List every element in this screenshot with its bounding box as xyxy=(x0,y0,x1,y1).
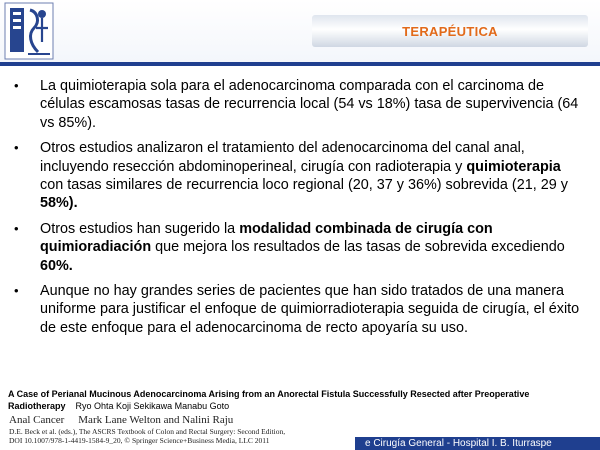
citation-title: A Case of Perianal Mucinous Adenocarcinoma Arising from an Anorectal Fistula Successfully Resected after Preoperative Radiotherapy xyxy=(8,389,530,411)
footer-institution: e Cirugía General - Hospital I. B. Iturraspe xyxy=(365,438,552,449)
bullet-item xyxy=(14,77,586,132)
header-divider xyxy=(0,62,600,66)
bullet-text-bold: 58%). xyxy=(40,195,78,212)
bullet-text: La quimioterapia sola para el adenocarcinoma comparada con el carcinoma de células escamosas tasas de recurrencia local (54 vs 18%) tasa de supervivencia (64 vs 85%). xyxy=(40,78,579,131)
bullet-text-bold: modalidad combinada de cirugía con quimioradiación xyxy=(40,220,493,256)
reference-source: D.E. Beck et al. (eds.), The ASCRS Textbook of Colon and Rectal Surgery: Second Edition, xyxy=(9,427,286,436)
reference-doi: DOI 10.1007/978-1-4419-1584-9_20, © Springer Science+Business Media, LLC 2011 xyxy=(9,436,270,445)
bullet-item xyxy=(14,139,586,213)
hospital-logo-icon xyxy=(4,2,54,60)
bullet-text-bold: 60%. xyxy=(40,257,73,274)
bullet-item xyxy=(14,220,586,275)
footer-bar xyxy=(355,437,600,450)
reference-chapter: Anal Cancer xyxy=(9,414,65,426)
bullet-text: Otros estudios han sugerido la xyxy=(40,220,240,237)
article-citation xyxy=(8,388,588,412)
reference-authors: Mark Lane Welton and Nalini Raju xyxy=(78,414,234,426)
bullet-list xyxy=(14,77,586,344)
slide-title: TERAPÉUTICA xyxy=(402,23,498,39)
bullet-item xyxy=(14,282,586,337)
bullet-text: Otros estudios analizaron el tratamiento del adenocarcinoma del canal anal, incluyendo resección abdominoperineal, cirugía con radioterapia y xyxy=(40,140,525,175)
title-banner xyxy=(312,15,588,47)
slide-header xyxy=(0,0,600,64)
bullet-dot-icon: • xyxy=(14,220,19,236)
book-reference xyxy=(9,414,349,445)
bullet-dot-icon: • xyxy=(14,78,19,93)
bullet-text-bold: quimioterapia xyxy=(466,158,561,175)
bullet-dot-icon: • xyxy=(14,283,19,299)
bullet-dot-icon: • xyxy=(14,140,19,156)
bullet-text: que mejora los resultados de las tasas de sobrevida excediendo xyxy=(151,239,565,256)
bullet-text: Aunque no hay grandes series de pacientes que han sido tratados de una manera uniforme para justificar el enfoque de quimiorradioterapia seguida de cirugía, el éxito de este enfoque para el adenocarcinoma de recto apoyaría su uso. xyxy=(40,283,580,336)
citation-authors: Ryo Ohta Koji Sekikawa Manabu Goto xyxy=(75,401,230,411)
bullet-text: con tasas similares de recurrencia loco regional (20, 37 y 36%) sobrevida (21, 29 y xyxy=(40,177,568,194)
